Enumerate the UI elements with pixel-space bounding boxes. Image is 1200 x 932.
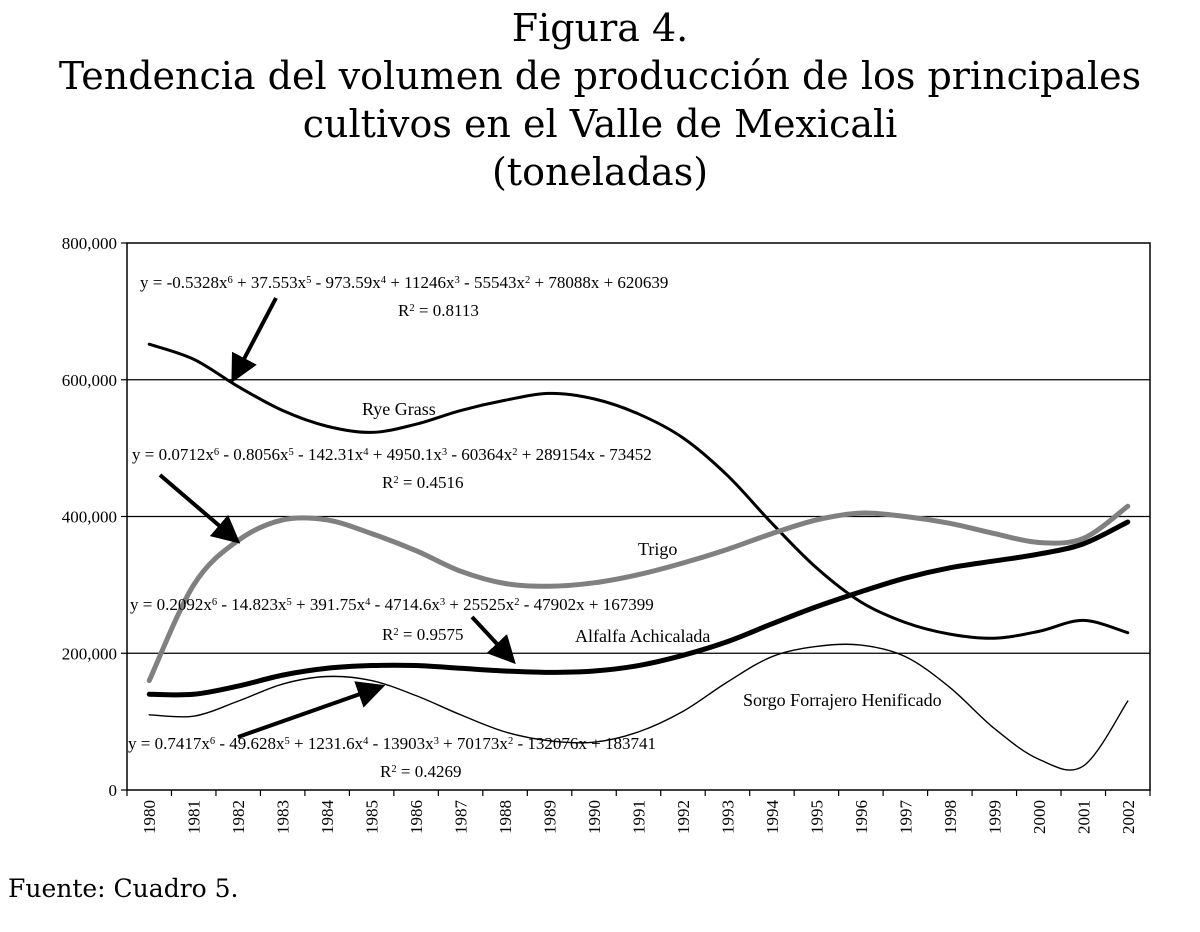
x-tick-label-1993: 1993 — [718, 800, 738, 834]
figure-label: Figura 4. — [511, 6, 689, 50]
x-tick-label-1982: 1982 — [229, 800, 249, 834]
x-tick-label-2001: 2001 — [1074, 800, 1094, 834]
x-tick-label-1990: 1990 — [585, 800, 605, 834]
series-label-trigo: Trigo — [638, 539, 678, 559]
x-tick-label-1992: 1992 — [673, 800, 693, 834]
x-tick-label-1989: 1989 — [540, 800, 560, 834]
x-tick-label-1998: 1998 — [940, 800, 960, 834]
x-tick-label-1981: 1981 — [184, 800, 204, 834]
trendline-r2-3: $R^2 = 0.9575$ — [382, 625, 464, 644]
trendline-r2-4: $R^2 = 0.4269$ — [380, 762, 462, 781]
x-tick-label-2000: 2000 — [1029, 800, 1049, 834]
x-tick-label-1980: 1980 — [140, 800, 160, 834]
y-tick-label-2: 400,000 — [61, 507, 117, 527]
x-tick-label-1991: 1991 — [629, 800, 649, 834]
figure-title-line-2: cultivos en el Valle de Mexicali — [302, 102, 898, 146]
x-tick-label-1987: 1987 — [451, 800, 471, 834]
trendline-equation-3: $y = 0.2092x^6 - 14.823x^5 + 391.75x^4 - 4714.6x^3 + 25525x^2 - 47902x + 167399$ — [130, 595, 654, 614]
annotation-arrow-1 — [234, 298, 276, 378]
series-line-trigo — [149, 506, 1128, 680]
x-tick-label-1997: 1997 — [896, 800, 916, 834]
y-tick-label-1: 200,000 — [61, 644, 117, 664]
annotation-arrow-2 — [160, 475, 236, 540]
trendline-equation-2: $y = 0.0712x^6 - 0.8056x^5 - 142.31x^4 + 4950.1x^3 - 60364x^2 + 289154x - 73452$ — [132, 445, 652, 464]
series-label-alfalfa-achicalada: Alfalfa Achicalada — [575, 626, 711, 646]
x-tick-label-2002: 2002 — [1118, 800, 1138, 834]
x-tick-label-1984: 1984 — [318, 800, 338, 834]
figure-source: Fuente: Cuadro 5. — [8, 874, 239, 903]
trendline-equation-1: $y = -0.5328x^6 + 37.553x^5 - 973.59x^4 + 11246x^3 - 55543x^2 + 78088x + 620639$ — [140, 273, 669, 292]
series-label-rye-grass: Rye Grass — [362, 399, 436, 419]
y-tick-label-0: 0 — [108, 781, 117, 800]
x-tick-label-1983: 1983 — [273, 800, 293, 834]
x-tick-label-1999: 1999 — [985, 800, 1005, 834]
x-tick-label-1988: 1988 — [496, 800, 516, 834]
x-tick-label-1985: 1985 — [362, 800, 382, 834]
x-tick-label-1995: 1995 — [807, 800, 827, 834]
trendline-equation-4: $y = 0.7417x^6 - 49.628x^5 + 1231.6x^4 - 13903x^3 + 70173x^2 - 132076x + 183741$ — [128, 734, 656, 753]
annotation-arrow-4 — [238, 687, 380, 737]
series-label-sorgo-forrajero-henificado: Sorgo Forrajero Henificado — [743, 690, 942, 710]
y-tick-label-3: 600,000 — [61, 370, 117, 390]
trendline-r2-1: $R^2 = 0.8113$ — [398, 301, 479, 320]
x-tick-label-1986: 1986 — [407, 800, 427, 834]
trendline-r2-2: $R^2 = 0.4516$ — [382, 473, 464, 492]
x-tick-label-1994: 1994 — [762, 800, 782, 834]
x-tick-label-1996: 1996 — [851, 800, 871, 834]
figure-title-line-1: Tendencia del volumen de producción de los principales — [58, 54, 1142, 98]
annotations — [128, 273, 942, 781]
figure-title-line-3: (toneladas) — [491, 150, 709, 194]
y-tick-label-4: 800,000 — [61, 234, 117, 253]
